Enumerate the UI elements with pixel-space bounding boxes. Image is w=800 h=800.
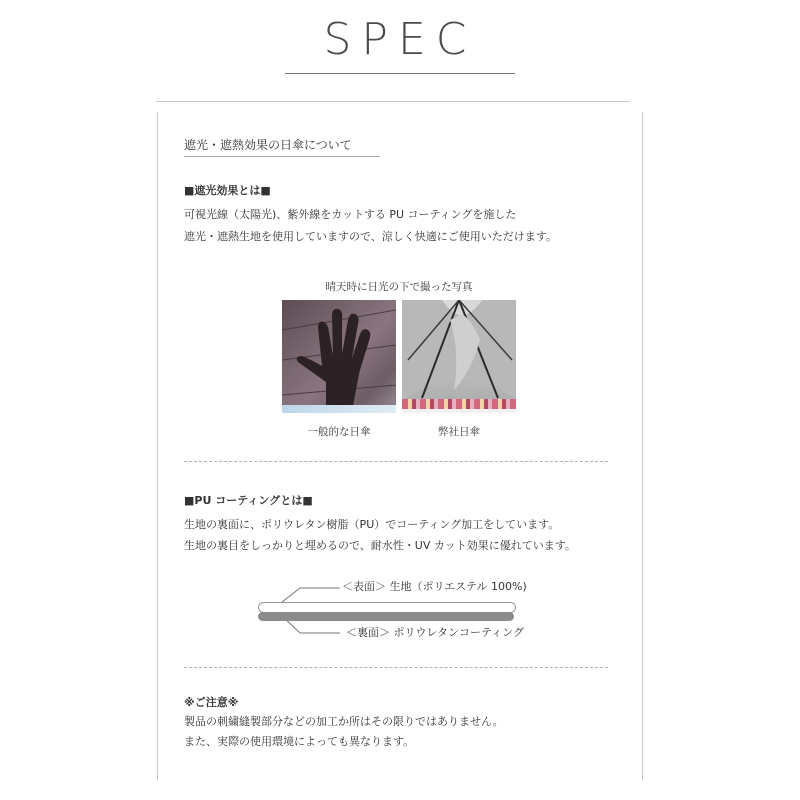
photo-caption: 晴天時に日光の下で撮った写真 xyxy=(325,281,473,293)
title-underline xyxy=(285,73,515,74)
pu-coating-layer xyxy=(258,612,514,621)
section-title-underline xyxy=(184,156,380,157)
page-title: SPEC xyxy=(323,14,477,65)
section-divider xyxy=(184,667,608,668)
notes-line-2: また、実際の使用環境によっても異なります。 xyxy=(184,735,415,748)
pu-line-2: 生地の裏目をしっかりと埋めるので、耐水性・UV カット効果に優れています。 xyxy=(184,539,576,552)
photo-left-label: 一般的な日傘 xyxy=(307,426,371,438)
hand-silhouette-icon xyxy=(282,300,396,413)
label-back: ＜裏面＞ ポリウレタンコーティング xyxy=(346,626,524,639)
photo-company-parasol xyxy=(402,300,516,413)
shading-heading: ■遮光効果とは■ xyxy=(184,184,271,197)
pu-line-1: 生地の裏面に、ポリウレタン樹脂（PU）でコーティング加工をしています。 xyxy=(184,518,560,531)
pu-heading: ■PU コーティングとは■ xyxy=(184,494,313,507)
panel-top-divider xyxy=(156,101,630,102)
notes-line-1: 製品の刺繍縫製部分などの加工か所はその限りではありません。 xyxy=(184,715,504,728)
parasol-underside-icon xyxy=(402,300,516,413)
photo-ordinary-parasol xyxy=(282,300,396,413)
section-divider xyxy=(184,461,608,462)
shading-line-2: 遮光・遮熱生地を使用していますので、涼しく快適にご使用いただけます。 xyxy=(184,230,557,243)
shading-line-1: 可視光線（太陽光)、紫外線をカットする PU コーティングを施した xyxy=(184,208,517,221)
notes-heading: ※ご注意※ xyxy=(184,696,239,709)
photo-right-label: 弊社日傘 xyxy=(438,426,480,438)
label-surface: ＜表面＞ 生地（ポリエステル 100%) xyxy=(342,580,527,593)
section-title: 遮光・遮熱効果の日傘について xyxy=(184,138,352,152)
